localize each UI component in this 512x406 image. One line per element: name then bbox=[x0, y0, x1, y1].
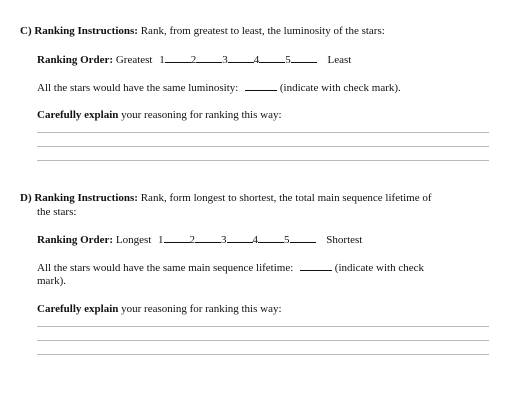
section-d-same-checkmark-blank[interactable] bbox=[300, 260, 332, 271]
section-d-explain-rest: your reasoning for ranking this way: bbox=[121, 303, 282, 315]
section-c-rank-5: 5 bbox=[285, 54, 291, 66]
section-d-rank-4-blank[interactable] bbox=[258, 232, 284, 243]
section-d-start-label: Longest bbox=[115, 234, 152, 246]
section-d-order-label: Ranking Order: bbox=[37, 234, 114, 246]
section-d-rank-2-blank[interactable] bbox=[195, 232, 221, 243]
section-d-rank-5: 5 bbox=[284, 234, 290, 246]
section-c-same-row bbox=[37, 80, 401, 95]
section-c-instruction: Rank, from greatest to least, the luminosity of the stars: bbox=[140, 25, 385, 37]
section-c-rank-4-blank[interactable] bbox=[259, 52, 285, 63]
section-d-explain-bold: Carefully explain bbox=[37, 303, 119, 315]
section-c-order-label: Ranking Order: bbox=[37, 54, 114, 66]
section-d-rank-5-blank[interactable] bbox=[290, 232, 316, 243]
section-c-rank-1: 1 bbox=[159, 54, 165, 66]
section-d-rank-3-blank[interactable] bbox=[227, 232, 253, 243]
section-d-instruction-line1: Rank, form longest to shortest, the total main sequence lifetime of bbox=[140, 192, 432, 204]
section-d-same-row bbox=[37, 260, 424, 275]
section-c-same-hint: (indicate with check mark). bbox=[279, 82, 401, 94]
section-d-answer-line-1[interactable] bbox=[37, 326, 489, 327]
section-c-rank-3: 3 bbox=[222, 54, 228, 66]
section-c-end-label: Least bbox=[327, 54, 352, 66]
section-d-same-hint-line1: (indicate with check bbox=[334, 262, 424, 274]
section-c-explain-bold: Carefully explain bbox=[37, 109, 119, 121]
section-d-heading-label: Ranking Instructions: bbox=[34, 192, 138, 204]
section-c-explain-prompt bbox=[37, 108, 282, 122]
section-c-rank-4: 4 bbox=[253, 54, 260, 66]
section-c-same-text: All the stars would have the same luminosity: bbox=[37, 82, 239, 94]
section-c-start-label: Greatest bbox=[115, 54, 153, 66]
section-c-rank-2-blank[interactable] bbox=[196, 52, 222, 63]
section-c-heading-label: Ranking Instructions: bbox=[34, 25, 138, 37]
section-c-rank-5-blank[interactable] bbox=[291, 52, 317, 63]
section-c-rank-2: 2 bbox=[190, 54, 197, 66]
section-d-ranking-order bbox=[37, 232, 362, 247]
section-c-letter: C) bbox=[20, 25, 32, 37]
section-d-explain-prompt bbox=[37, 302, 282, 316]
section-c-answer-line-1[interactable] bbox=[37, 132, 489, 133]
section-d-rank-1: 1 bbox=[158, 234, 164, 246]
section-d-rank-4: 4 bbox=[252, 234, 259, 246]
section-d-answer-line-2[interactable] bbox=[37, 340, 489, 341]
section-c-heading bbox=[20, 24, 385, 38]
section-c-rank-3-blank[interactable] bbox=[228, 52, 254, 63]
section-c-ranking-order bbox=[37, 52, 351, 67]
section-c-explain-rest: your reasoning for ranking this way: bbox=[121, 109, 282, 121]
section-d-end-label: Shortest bbox=[326, 234, 363, 246]
section-c-rank-1-blank[interactable] bbox=[165, 52, 191, 63]
section-d-rank-2: 2 bbox=[189, 234, 196, 246]
section-d-same-text: All the stars would have the same main sequence lifetime: bbox=[37, 262, 294, 274]
section-d-instruction-line2: the stars: bbox=[37, 206, 77, 218]
section-d-same-hint-line2: mark). bbox=[37, 275, 67, 287]
section-c-same-checkmark-blank[interactable] bbox=[245, 80, 277, 91]
section-d-heading bbox=[20, 191, 432, 205]
section-d-rank-3: 3 bbox=[221, 234, 227, 246]
section-d-answer-line-3[interactable] bbox=[37, 354, 489, 355]
section-c-answer-line-3[interactable] bbox=[37, 160, 489, 161]
section-d-letter: D) bbox=[20, 192, 32, 204]
section-c-answer-line-2[interactable] bbox=[37, 146, 489, 147]
section-d-rank-1-blank[interactable] bbox=[164, 232, 190, 243]
